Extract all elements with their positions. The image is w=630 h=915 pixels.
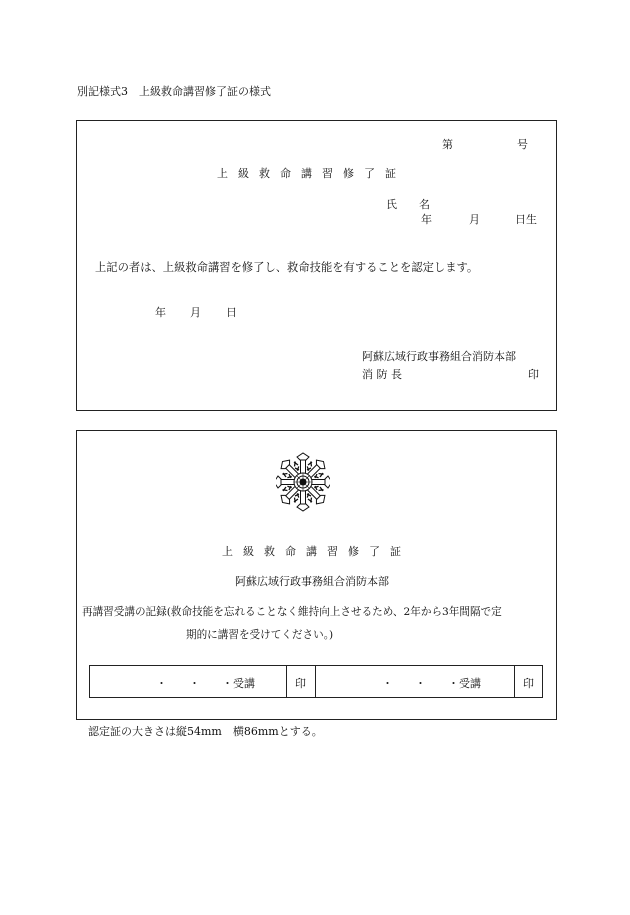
record-date-cell[interactable]: ・ ・ ・受講: [156, 677, 255, 690]
front-organization: 阿蘇広域行政事務組合消防本部: [362, 350, 516, 363]
seal-mark: 印: [528, 368, 539, 381]
retraining-instruction-line2: 期的に講習を受けてください。): [186, 629, 334, 641]
number-prefix: 第: [442, 138, 453, 151]
back-organization: 阿蘇広域行政事務組合消防本部: [235, 575, 389, 588]
birth-year-label: 年: [421, 213, 432, 226]
date-month-label: 月: [190, 306, 201, 319]
retraining-record-table: [89, 665, 543, 698]
birth-month-label: 月: [469, 213, 480, 226]
date-year-label: 年: [155, 306, 166, 319]
date-day-label: 日: [226, 306, 237, 319]
front-certificate-title: 上級救命講習修了証: [217, 167, 406, 180]
birth-day-label: 日生: [515, 213, 537, 226]
record-date-cell[interactable]: ・ ・ ・受講: [382, 677, 481, 690]
size-note: 認定証の大きさは縦54mm 横86mmとする。: [88, 725, 323, 738]
number-suffix: 号: [517, 138, 528, 151]
fire-department-emblem-icon: [276, 445, 330, 533]
name-label: 氏 名: [386, 198, 430, 211]
retraining-instruction-line1: 再講習受講の記録(救命技能を忘れることなく維持向上させるため、2年から3年間隔で定: [82, 606, 502, 618]
form-title: 別記様式3 上級救命講習修了証の様式: [77, 85, 271, 98]
back-certificate-title: 上級救命講習修了証: [222, 545, 411, 558]
record-seal-cell[interactable]: 印: [295, 677, 306, 690]
chief-label: 消 防 長: [362, 368, 402, 381]
record-seal-cell[interactable]: 印: [523, 677, 534, 690]
table-divider: [514, 666, 515, 697]
table-divider: [315, 666, 316, 697]
table-divider: [286, 666, 287, 697]
certification-statement: 上記の者は、上級救命講習を修了し、救命技能を有することを認定します。: [95, 261, 479, 274]
